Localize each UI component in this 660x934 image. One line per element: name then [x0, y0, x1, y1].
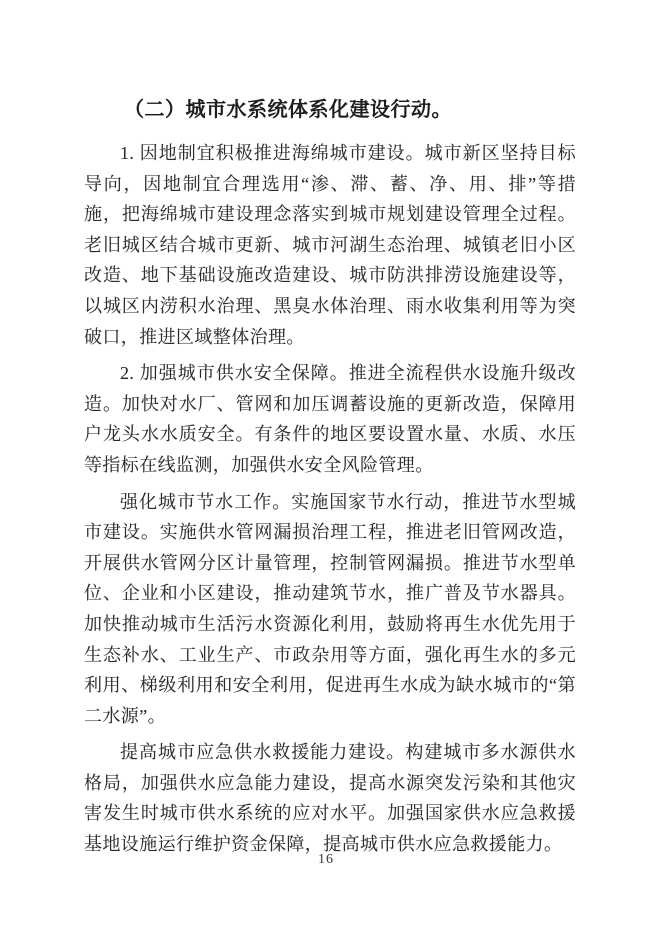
- body-paragraph-sponge-city: 1. 因地制宜积极推进海绵城市建设。城市新区坚持目标导向，因地制宜合理选用“渗、滞、蓄、净、用、排”等措施，把海绵城市建设理念落实到城市规划建设管理全过程。老旧城区结合城市更新、城市河湖生态治理、城镇老旧小区改造、地下基础设施改造建设、城市防洪排涝设施建设等，以城区内涝积水治理、黑臭水体治理、雨水收集利用等为突破口，推进区域整体治理。: [84, 143, 576, 347]
- page-number: 16: [318, 852, 334, 867]
- body-paragraph-water-saving: 强化城市节水工作。实施国家节水行动，推进节水型城市建设。实施供水管网漏损治理工程，推进老旧管网改造，开展供水管网分区计量管理，控制管网漏损。推进节水型单位、企业和小区建设，推动建筑节水，推广普及节水器具。加快推动城市生活污水资源化利用，鼓励将再生水优先用于生态补水、工业生产、市政杂用等方面，强化再生水的多元利用、梯级利用和安全利用，促进再生水成为缺水城市的“第二水源”。: [84, 491, 576, 726]
- body-paragraph-water-supply-safety: 2. 加强城市供水安全保障。推进全流程供水设施升级改造。加快对水厂、管网和加压调蓄设施的更新改造，保障用户龙头水水质安全。有条件的地区要设置水量、水质、水压等指标在线监测，加强供水安全风险管理。: [84, 363, 576, 475]
- body-paragraph-emergency-water-supply: 提高城市应急供水救援能力建设。构建城市多水源供水格局，加强供水应急能力建设，提高水源突发污染和其他灾害发生时城市供水系统的应对水平。加强国家供水应急救援基地设施运行维护资金保障，提高城市供水应急救援能力。: [84, 742, 576, 855]
- section-heading: （二）城市水系统体系化建设行动。: [124, 99, 452, 121]
- document-body: [84, 95, 576, 866]
